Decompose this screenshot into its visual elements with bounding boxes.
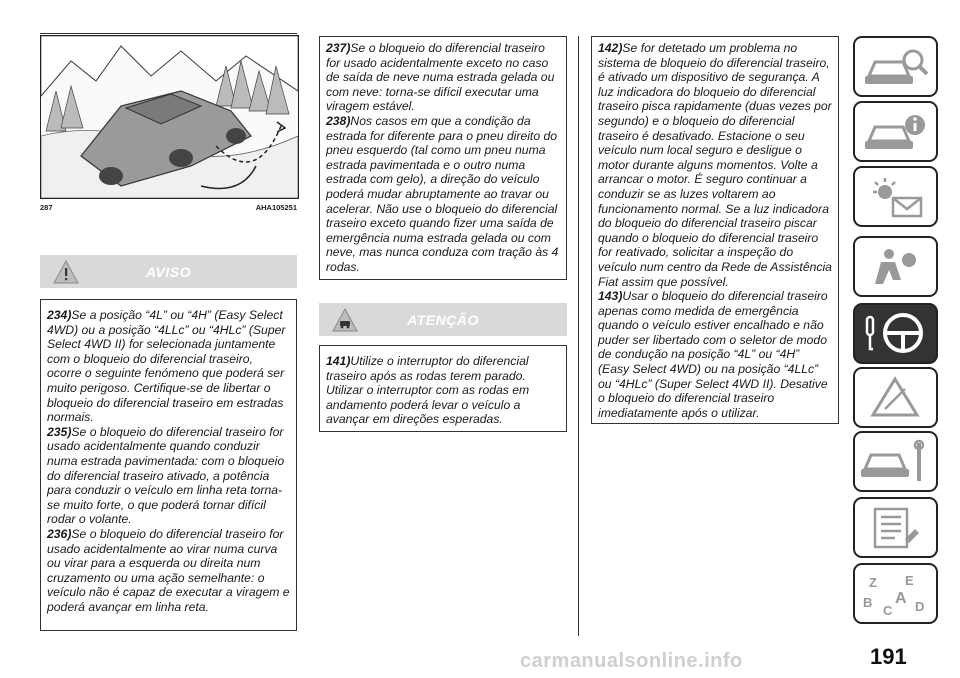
top-rule [40,33,297,34]
car-wrench-icon [855,433,936,490]
page-number: 191 [870,644,907,669]
aviso-item-235: 235)Se o bloqueio do diferencial traseiro for usado acidentalmente quando conduzir numa estrada pavimentada: com o bloqueio do diferencial traseiro ativado, a potência para conduzir o veículo em linha reta torna-se muito forte, o que poderá tornar difícil rodar o volante. [47,424,285,527]
car-search-icon [855,38,936,95]
figure-illustration [40,35,299,199]
atencao-item-141: 141)Utilize o interruptor do diferencial traseiro após as rodas terem parado. Utilizar o interruptor com as rodas em andamento poderá levar o veículo a avançar em direções esperadas. [326,354,530,427]
warning-triangle-icon [855,369,936,426]
tab-car-search[interactable] [853,36,938,97]
atencao-box [319,345,567,432]
tab-maintenance[interactable] [853,431,938,492]
alphabet-index-icon [855,565,936,622]
watermark: carmanualsonline.info [520,650,743,672]
aviso-item-236: 236)Se o bloqueio do diferencial traseiro for usado acidentalmente ao virar numa curva ou virar para a esquerda ou direita num cruzamento ou uma ação semelhante: o veículo não é capaz de executar a viragem e poderá avançar em linha reta. [47,526,290,614]
warning-lights-icon [855,168,936,225]
tab-safety[interactable] [853,236,938,297]
aviso-item-234: 234)Se a posição “4L” ou “4H” (Easy Select 4WD) ou a posição “4LLc” ou “4HLc” (Super Select 4WD II) for selecionada juntamente com o bloqueio do diferencial traseiro, ocorre o seguinte fenómeno que poderá ser muito perigoso. Certifique-se de libertar o bloqueio do diferencial traseiro em estradas normais. [47,308,286,425]
tab-warning-lights[interactable] [853,166,938,227]
tab-technical-data[interactable] [853,497,938,558]
tab-starting-driving[interactable] [853,303,938,364]
svg-text:Z: Z [869,575,877,590]
svg-text:B: B [863,595,873,610]
specs-list-icon [855,499,936,556]
off-road-car-illustration [41,36,298,198]
figure-caption [40,203,297,212]
airbag-safety-icon [855,238,936,295]
svg-text:E: E [905,573,914,588]
atencao-header [319,303,567,336]
atencao-item-142: 142)Se for detetado um problema no sistema de bloqueio do diferencial traseiro, é ativado um dispositivo de segurança. A luz indicadora do bloqueio do diferencial traseiro pisca rapidamente (duas vezes por segundo) e o bloqueio do diferencial traseiro é desativado. Estacione o seu veículo num local seguro e desligue o motor durante alguns momentos. Volte a arrancar o motor. É seguro continuar a conduzir se as luzes voltarem ao funcionamento normal. Se a luz indicadora do bloqueio do diferencial traseiro piscar quando o bloqueio do diferencial traseiro for reativado, solicitar a inspeção do veículo num centro da Rede de Assistência Fiat assim que possível. [598,41,832,289]
atencao-continuation-box [591,36,839,424]
tab-car-info[interactable] [853,101,938,162]
aviso-title: AVISO [145,264,192,280]
aviso-item-238: 238)Nos casos em que a condição da estrada for diferente para o pneu direito do pneu esquerdo (tal como um pneu numa estrada pavimentada e o outro numa estrada com gelo), a direção do veículo poderá mudar abruptamente ao travar ou acelerar. Não use o bloqueio do diferencial traseiro exceto quando fizer uma saída de emergência numa estrada gelada ou com neve, mas nunca conduza com tração às 4 rodas. [326,113,559,274]
tab-emergency[interactable] [853,367,938,428]
aviso-header [40,255,297,288]
column-divider [578,36,579,636]
svg-text:D: D [915,599,925,614]
svg-text:A: A [895,590,907,607]
car-info-icon [855,103,936,160]
aviso-continuation-box [319,36,567,280]
steering-key-icon [855,305,936,362]
atencao-item-143: 143)Usar o bloqueio do diferencial traseiro apenas como medida de emergência quando o veículo estiver encalhado e não puder ser libertado com o seletor de modo de condução na posição “4L” ou “4H” (Easy Select 4WD) ou na posição “4LLc” ou “4HLc” (Super Select 4WD II). Desative o bloqueio do diferencial traseiro imediatamente após o utilizar. [598,289,828,420]
figure-number: 287 [40,203,53,212]
tab-index[interactable] [853,563,938,624]
atencao-title: ATENÇÃO [407,312,479,328]
aviso-item-237: 237)Se o bloqueio do diferencial traseiro for usado acidentalmente exceto no caso de saída de neve numa estrada gelada ou com neve: torna-se difícil executar uma viragem estável. [326,41,555,114]
svg-text:C: C [883,603,893,618]
aviso-box [40,299,297,631]
figure-code: AHA105251 [255,203,297,212]
